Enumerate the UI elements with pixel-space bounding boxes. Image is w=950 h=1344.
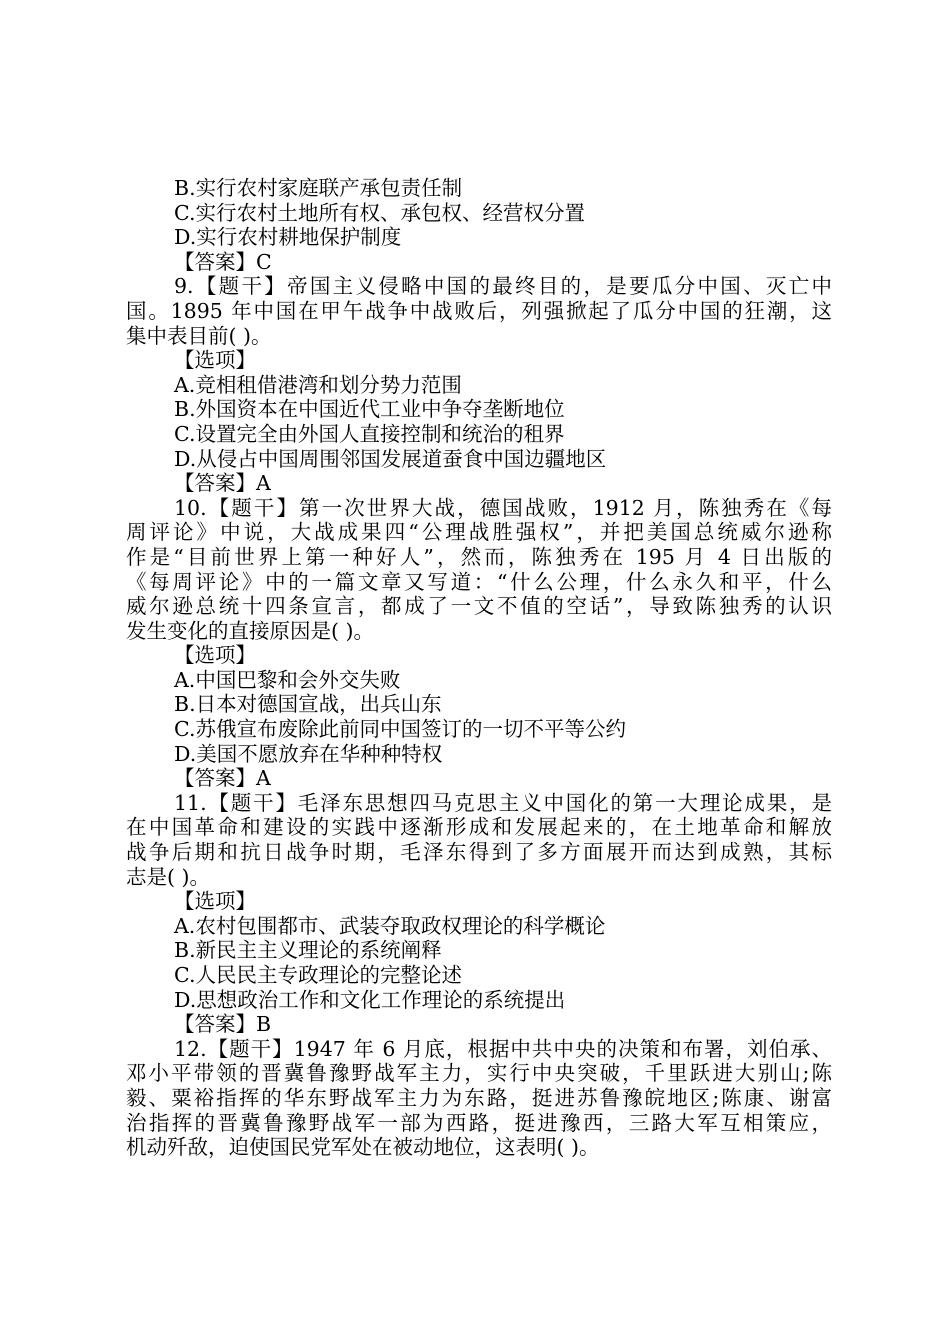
question-9	[126, 274, 832, 495]
options-label: 【选项】	[174, 889, 256, 914]
option-c: C.人民民主专政理论的完整论述	[174, 963, 462, 987]
question-11	[126, 791, 832, 1037]
answer: 【答案】C	[174, 249, 272, 274]
question-stem-line: 志是( )。	[126, 864, 211, 889]
question-stem-line: 治指挥的晋冀鲁豫野战军一部为西路，挺进豫西，三路大军互相策应，	[126, 1110, 832, 1135]
question-stem-line: 《每周评论》中的一篇文章又写道：“什么公理，什么永久和平，什么	[126, 569, 832, 594]
options-label: 【选项】	[174, 348, 256, 373]
document-body	[126, 176, 832, 1160]
question-stem-line: 10.【题干】第一次世界大战，德国战败，1912 月，陈独秀在《每	[174, 495, 832, 520]
answer: 【答案】A	[174, 766, 271, 791]
option-a: A.竞相租借港湾和划分势力范围	[174, 372, 462, 397]
question-stem-line: 11.【题干】毛泽东思想四马克思主义中国化的第一大理论成果，是	[174, 790, 832, 815]
option-a: A.农村包围都市、武装夺取政权理论的科学概论	[174, 913, 606, 938]
option-d: D.思想政治工作和文化工作理论的系统提出	[174, 987, 566, 1012]
question-stem-line: 毅、粟裕指挥的华东野战军主力为东路，挺进苏鲁豫皖地区;陈康、谢富	[126, 1085, 832, 1110]
option-b: B.实行农村家庭联产承包责任制	[174, 176, 463, 200]
question-stem-line: 9.【题干】帝国主义侵略中国的最终目的，是要瓜分中国、灭亡中	[174, 274, 832, 299]
question-stem-line: 机动歼敌，迫使国民党军处在被动地位，这表明( )。	[126, 1135, 600, 1160]
answer: 【答案】A	[174, 471, 271, 496]
option-c: C.实行农村土地所有权、承包权、经营权分置	[174, 200, 585, 225]
options-label: 【选项】	[174, 643, 256, 668]
option-b: B.新民主主义理论的系统阐释	[174, 938, 442, 963]
question-stem-line: 集中表目前( )。	[126, 323, 272, 348]
question-8	[126, 176, 832, 274]
option-d: D.美国不愿放弃在华种种特权	[174, 741, 443, 766]
option-b: B.外国资本在中国近代工业中争夺垄断地位	[174, 397, 565, 422]
option-b: B.日本对德国宣战，出兵山东	[174, 692, 442, 717]
question-stem-line: 战争后期和抗日战争时期，毛泽东得到了多方面展开而达到成熟，其标	[126, 840, 832, 865]
option-c: C.设置完全由外国人直接控制和统治的租界	[174, 421, 565, 446]
option-d: D.从侵占中国周围邻国发展道蚕食中国边疆地区	[174, 446, 607, 471]
option-d: D.实行农村耕地保护制度	[174, 225, 402, 250]
question-stem-line: 发生变化的直接原因是( )。	[126, 618, 375, 643]
question-stem-line: 周评论》中说，大战成果四“公理战胜强权”，并把美国总统威尔逊称	[126, 520, 832, 545]
option-a: A.中国巴黎和会外交失败	[174, 667, 401, 692]
answer: 【答案】B	[174, 1012, 272, 1037]
question-10	[126, 496, 832, 791]
question-stem-line: 作是“目前世界上第一种好人”，然而，陈独秀在 195 月 4 日出版的	[126, 544, 832, 569]
question-12	[126, 1037, 832, 1160]
question-stem-line: 国。1895 年中国在甲午战争中战败后，列强掀起了瓜分中国的狂潮，这	[126, 298, 832, 323]
option-c: C.苏俄宣布废除此前同中国签订的一切不平等公约	[174, 717, 626, 742]
question-stem-line: 威尔逊总统十四条宣言，都成了一文不值的空话”，导致陈独秀的认识	[126, 594, 832, 619]
question-stem-line: 12.【题干】1947 年 6 月底，根据中共中央的决策和布署，刘伯承、	[174, 1036, 832, 1061]
question-stem-line: 在中国革命和建设的实践中逐渐形成和发展起来的，在土地革命和解放	[126, 815, 832, 840]
question-stem-line: 邓小平带领的晋冀鲁豫野战军主力，实行中央突破，千里跃进大别山;陈	[126, 1061, 832, 1086]
